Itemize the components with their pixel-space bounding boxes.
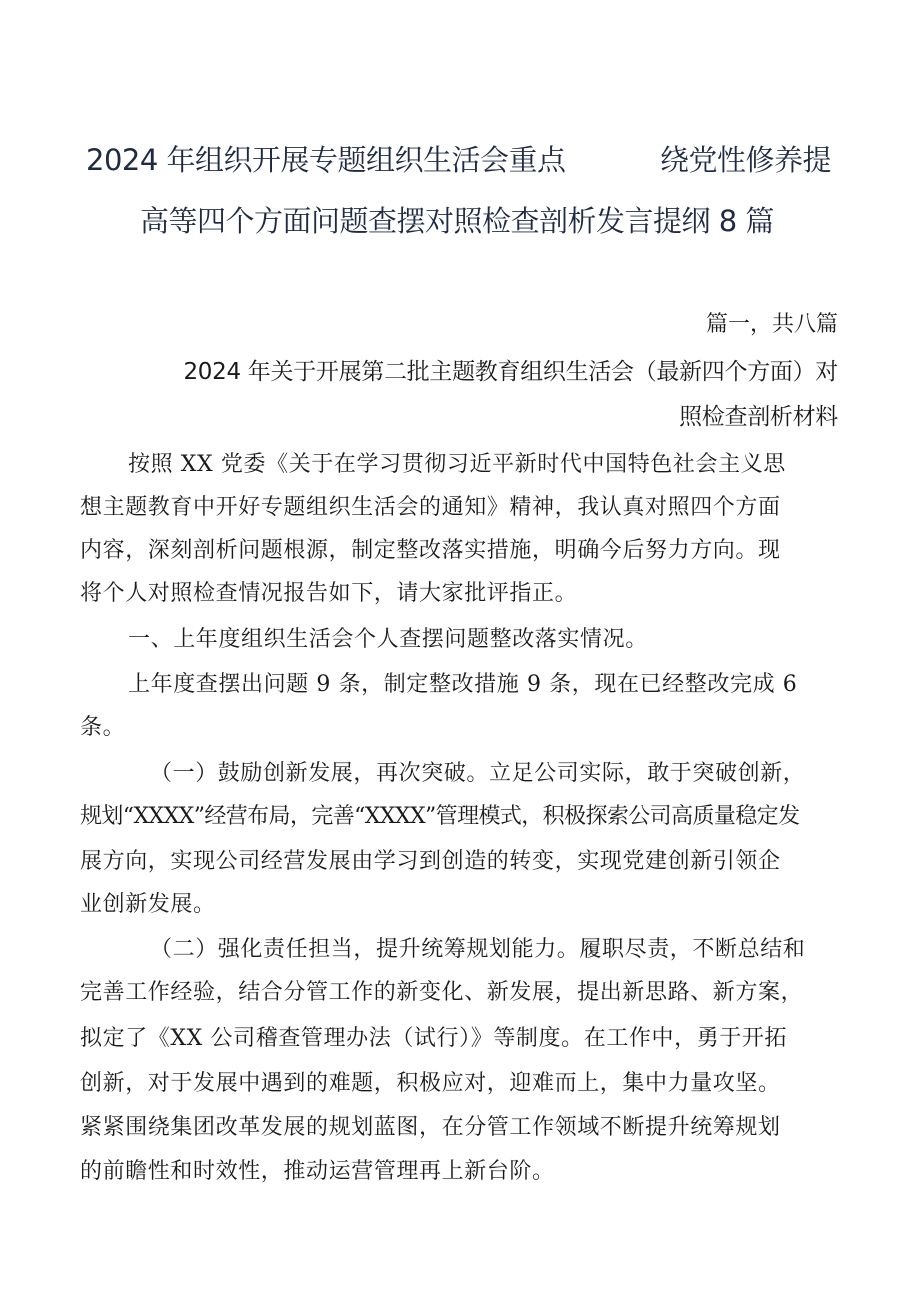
subtitle-line1: 2024 年关于开展第二批主题教育组织生活会（最新四个方面）对 bbox=[183, 359, 838, 385]
document-title-line1-right: 绕党性修养提 bbox=[660, 143, 832, 177]
body-line: 完善工作经验，结合分管工作的新变化、新发展，提出新思路、新方案， bbox=[80, 980, 804, 1005]
body-line: 紧紧围绕集团改革发展的规划蓝图，在分管工作领域不断提升统筹规划 bbox=[80, 1115, 781, 1140]
section-heading: 一、上年度组织生活会个人查摆问题整改落实情况。 bbox=[128, 627, 648, 652]
body-line: 条。 bbox=[80, 715, 126, 740]
body-line: 展方向，实现公司经营发展由学习到创造的转变，实现党建创新引领企 bbox=[80, 849, 781, 874]
body-line: （二）强化责任担当，提升统筹规划能力。履职尽责，不断总结和 bbox=[150, 937, 806, 962]
body-line: 将个人对照检查情况报告如下，请大家批评指正。 bbox=[80, 581, 578, 606]
body-line: 的前瞻性和时效性，推动运营管理再上新台阶。 bbox=[80, 1159, 555, 1184]
body-line: 上年度查摆出问题 9 条，制定整改措施 9 条，现在已经整改完成 6 bbox=[128, 672, 798, 697]
part-label: 篇一，共八篇 bbox=[705, 312, 838, 337]
body-line: 创新，对于发展中遇到的难题，积极应对，迎难而上，集中力量攻坚。 bbox=[80, 1071, 781, 1096]
body-line: 内容，深刻剖析问题根源，制定整改落实措施，明确今后努力方向。现 bbox=[80, 538, 781, 563]
document-title-line1-left: 2024 年组织开展专题组织生活会重点 bbox=[86, 143, 566, 177]
body-line: 按照 XX 党委《关于在学习贯彻习近平新时代中国特色社会主义思 bbox=[128, 452, 786, 477]
subtitle-line2: 照检查剖析材料 bbox=[679, 404, 838, 430]
body-line: 想主题教育中开好专题组织生活会的通知》精神，我认真对照四个方面 bbox=[80, 495, 781, 520]
body-line: 拟定了《XX 公司稽查管理办法（试行）》等制度。在工作中，勇于开拓 bbox=[80, 1026, 788, 1051]
body-line: （一）鼓励创新发展，再次突破。立足公司实际，敢于突破创新， bbox=[150, 761, 806, 786]
body-line: 规划“XXXX”经营布局，完善“XXXX”管理模式，积极探索公司高质量稳定发 bbox=[80, 804, 800, 829]
document-title-line2: 高等四个方面问题查摆对照检查剖析发言提纲 8 篇 bbox=[140, 204, 774, 238]
body-line: 业创新发展。 bbox=[80, 892, 216, 917]
